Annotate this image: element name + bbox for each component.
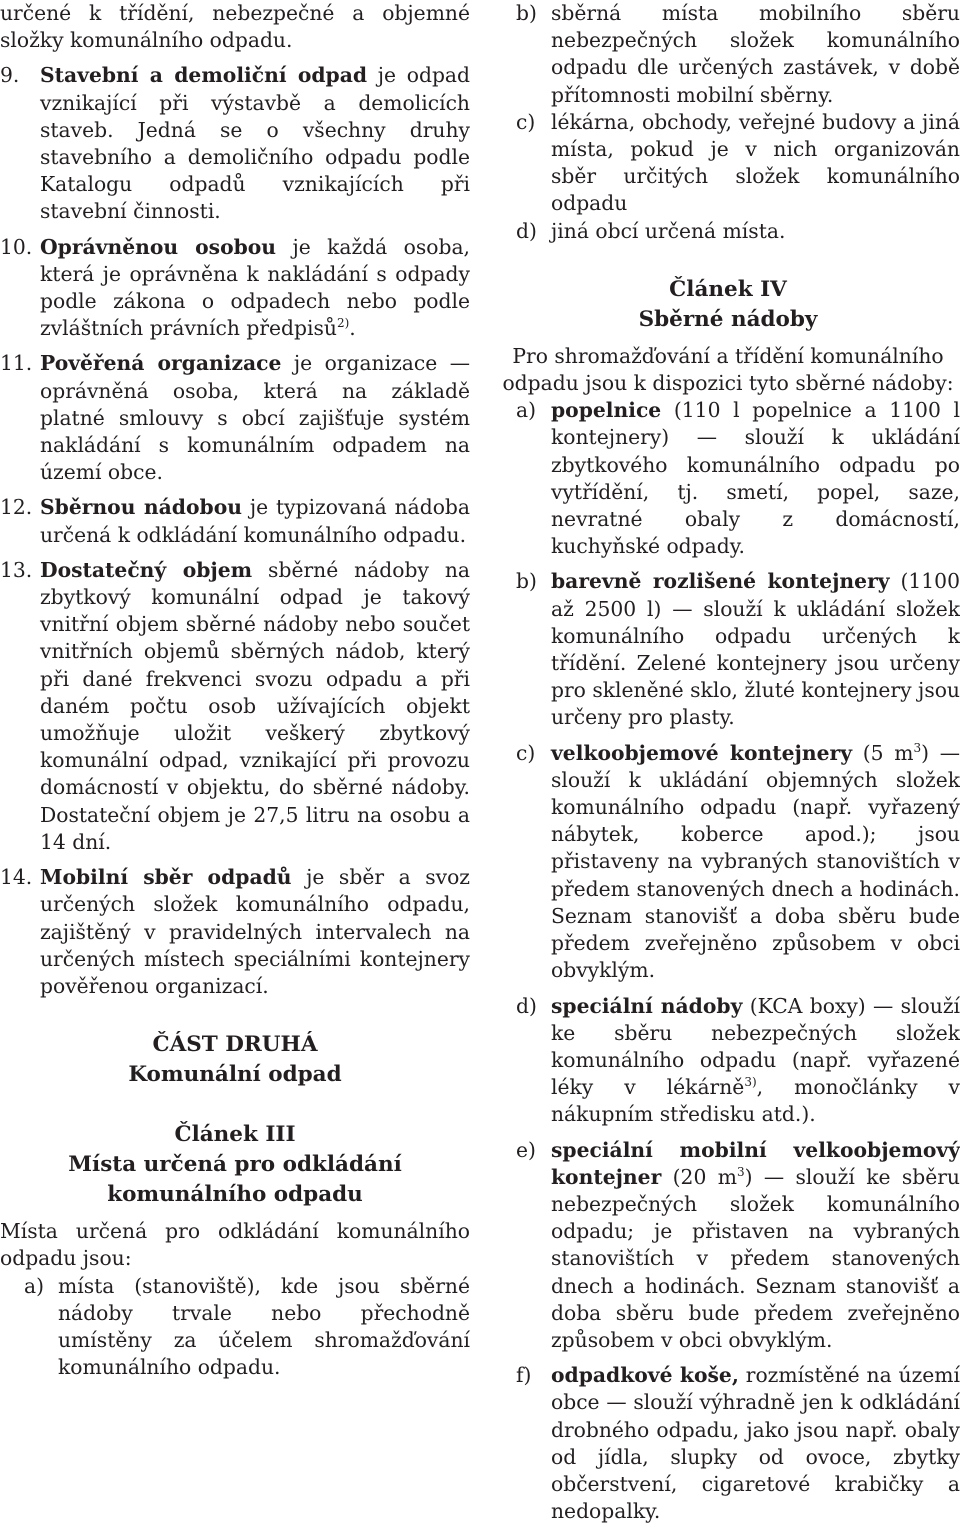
item-term: odpadkové koše, [551, 1363, 739, 1388]
item-number: 11. [0, 351, 33, 376]
article-3-intro: Místa určená pro odkládání komunálního odpadu jsou: [0, 1219, 470, 1271]
left-column [0, 0, 470, 1381]
item-term: Sběrnou nádobou [40, 495, 242, 520]
intro-paragraph: určené k třídění, nebezpečné a objemné složky komunálního odpadu. [0, 1, 470, 53]
item-letter: e) [516, 1137, 536, 1162]
definition-item-10 [0, 234, 470, 343]
item-text: je organizace — oprávněná osoba, která na základě platné smlouvy s obcí zajišťuje systém nakládání s komunálním odpadem na území obce. [40, 351, 470, 485]
item-term: Stavební a demoliční odpad [40, 63, 368, 88]
article-4-item-c [496, 740, 960, 985]
definition-item-11 [0, 350, 470, 486]
item-term: Mobilní sběr odpadů [40, 865, 292, 890]
superscript: 3 [913, 740, 922, 755]
footnote-ref: 2) [336, 316, 350, 331]
item-number: 14. [0, 865, 33, 890]
definitions-list [0, 62, 470, 1000]
item-number: 10. [0, 234, 33, 259]
article-4-title: Článek IV [669, 276, 787, 302]
item-number: 12. [0, 495, 33, 520]
right-column [496, 0, 960, 1525]
item-term: Oprávněnou osobou [40, 234, 277, 259]
item-term: Dostatečný objem [40, 557, 253, 582]
item-text: je typizovaná nádoba určená k odkládání komunálního odpadu. [40, 495, 471, 547]
item-letter: c) [516, 740, 536, 765]
item-letter: b) [516, 1, 537, 25]
item-text: místa (stanoviště), kde jsou sběrné nádoby trvale nebo přechodně umístěny za účelem shromažďování komunálního odpadu. [58, 1273, 470, 1380]
definition-item-13 [0, 557, 470, 856]
item-letter: b) [516, 569, 537, 594]
superscript: 3 [736, 1164, 745, 1179]
definition-item-14 [0, 864, 470, 1000]
item-tail: , monočlánky v nákupním středisku atd.). [551, 1075, 960, 1127]
item-letter: d) [516, 218, 537, 243]
article-3-subtitle-line2: komunálního odpadu [107, 1182, 363, 1208]
item-text: (KCA boxy) — slouží ke sběru nebezpečných složek komunálního odpadu (např. vyřazené léky v lékárně [551, 993, 960, 1100]
item-term: barevně rozlišené kontejnery [551, 569, 890, 594]
item-number: 9. [0, 63, 20, 88]
article-4-item-d [496, 993, 960, 1129]
item-tail: ) — slouží k ukládání objemných složek komunálního odpadu (např. vyřazený nábytek, koberce apod.); jsou přistaveny na vybraných stanovištích v předem stanovených dnech a hodinách. Seznam stanovišť a doba sběru bude předem zveřejněno způsobem v obci obvyklým. [551, 740, 960, 983]
item-text: (110 l popelnice a 1100 l kontejnery) — slouží k ukládání zbytkového komunálního odpadu po vytřídění, tj. smetí, popel, saze, nevratné obaly z domácností, kuchyňské odpady. [551, 398, 960, 559]
item-text: jiná obcí určená místa. [551, 218, 786, 243]
item-term: Pověřená organizace [40, 351, 282, 376]
part-title: ČÁST DRUHÁ [152, 1032, 318, 1058]
item-letter: c) [516, 109, 536, 134]
article-3-title: Článek III [174, 1122, 296, 1148]
item-tail: ) — slouží ke sběru nebezpečných složek komunálního odpadu; je přistaven na vybraných stanovištích v předem stanovených dnech a hodinách. Seznam stanovišť a doba sběru bude předem zveřejněno způsobem v obci obvyklým. [551, 1164, 960, 1352]
footnote-ref: 3) [744, 1075, 757, 1090]
item-term: speciální nádoby [551, 993, 743, 1018]
article-3-item-b [496, 0, 960, 109]
definition-item-12 [0, 494, 470, 548]
item-term: velkoobjemové kontejnery [551, 740, 852, 765]
article-4-item-a [496, 397, 960, 560]
item-text: sběrná místa mobilního sběru nebezpečných složek komunálního odpadu dle určených zastávek, v době přítomnosti mobilní sběrny. [551, 1, 960, 107]
article-3-item-c [496, 109, 960, 218]
item-text: (1100 až 2500 l) — slouží k ukládání složek komunálního odpadu určených k třídění. Zelené kontejnery jsou určeny pro skleněné sklo, žluté kontejnery jsou určeny pro plasty. [551, 569, 960, 730]
item-text: sběrné nádoby na zbytkový komunální odpad je takový vnitřní objem sběrné nádoby nebo součet vnitřních objemů sběrných nádob, který při dané frekvenci svozu odpadu a při daném počtu osob užívajících objekt umožňuje uložit veškerý zbytkový komunální odpad, vznikající při provozu domácností v objektu, do sběrné nádoby. Dostateční objem je 27,5 litru na osobu a 14 dní. [40, 557, 470, 854]
item-text: lékárna, obchody, veřejné budovy a jiná místa, pokud je v nich organizován sběr určitých složek komunálního odpadu [551, 109, 960, 216]
item-letter: f) [516, 1363, 532, 1388]
item-number: 13. [0, 557, 33, 582]
item-term: speciální mobilní velkoobjemový kontejner [551, 1137, 960, 1189]
item-letter: a) [24, 1273, 45, 1298]
article-3-subtitle-line1: Místa určená pro odkládání [68, 1152, 402, 1178]
article-3-item-d [496, 218, 960, 245]
part-subtitle: Komunální odpad [128, 1062, 342, 1088]
item-text: rozmístěné na území obce — slouží výhradně jen k odkládání drobného odpadu, jako jsou např. obaly od jídla, slupky od ovoce, zbytky občerstvení, cigaretové krabičky a nedopalky. [551, 1363, 960, 1524]
item-text: je odpad vznikající při výstavbě a demolicích staveb. Jedná se o všechny druhy stavebního a demoličního odpadu podle Katalogu odpadů vznikajících při stavební činnosti. [40, 63, 471, 224]
article-4-item-f [496, 1362, 960, 1525]
item-tail: . [349, 316, 356, 341]
item-text: je sběr a svoz určených složek komunálního odpadu, zajištěný v pravidelných intervalech na určených místech speciálními kontejnery pověřenou organizací. [40, 865, 470, 998]
item-letter: d) [516, 993, 537, 1018]
item-text: (5 m [851, 740, 914, 765]
article-4-item-b [496, 568, 960, 731]
article-4-item-e [496, 1137, 960, 1355]
article-4-subtitle: Sběrné nádoby [638, 306, 818, 332]
article-4-intro: Pro shromažďování a třídění komunálního odpadu jsou k dispozici tyto sběrné nádoby: [502, 343, 954, 396]
item-letter: a) [516, 398, 537, 423]
item-term: popelnice [551, 398, 662, 423]
item-text: (20 m [661, 1164, 737, 1189]
definition-item-9 [0, 62, 470, 225]
item-text: je každá osoba, která je oprávněna k nakládání s odpady podle zákona o odpadech nebo podle zvláštních právních předpisů [40, 234, 470, 341]
article-3-item-a [0, 1273, 470, 1382]
